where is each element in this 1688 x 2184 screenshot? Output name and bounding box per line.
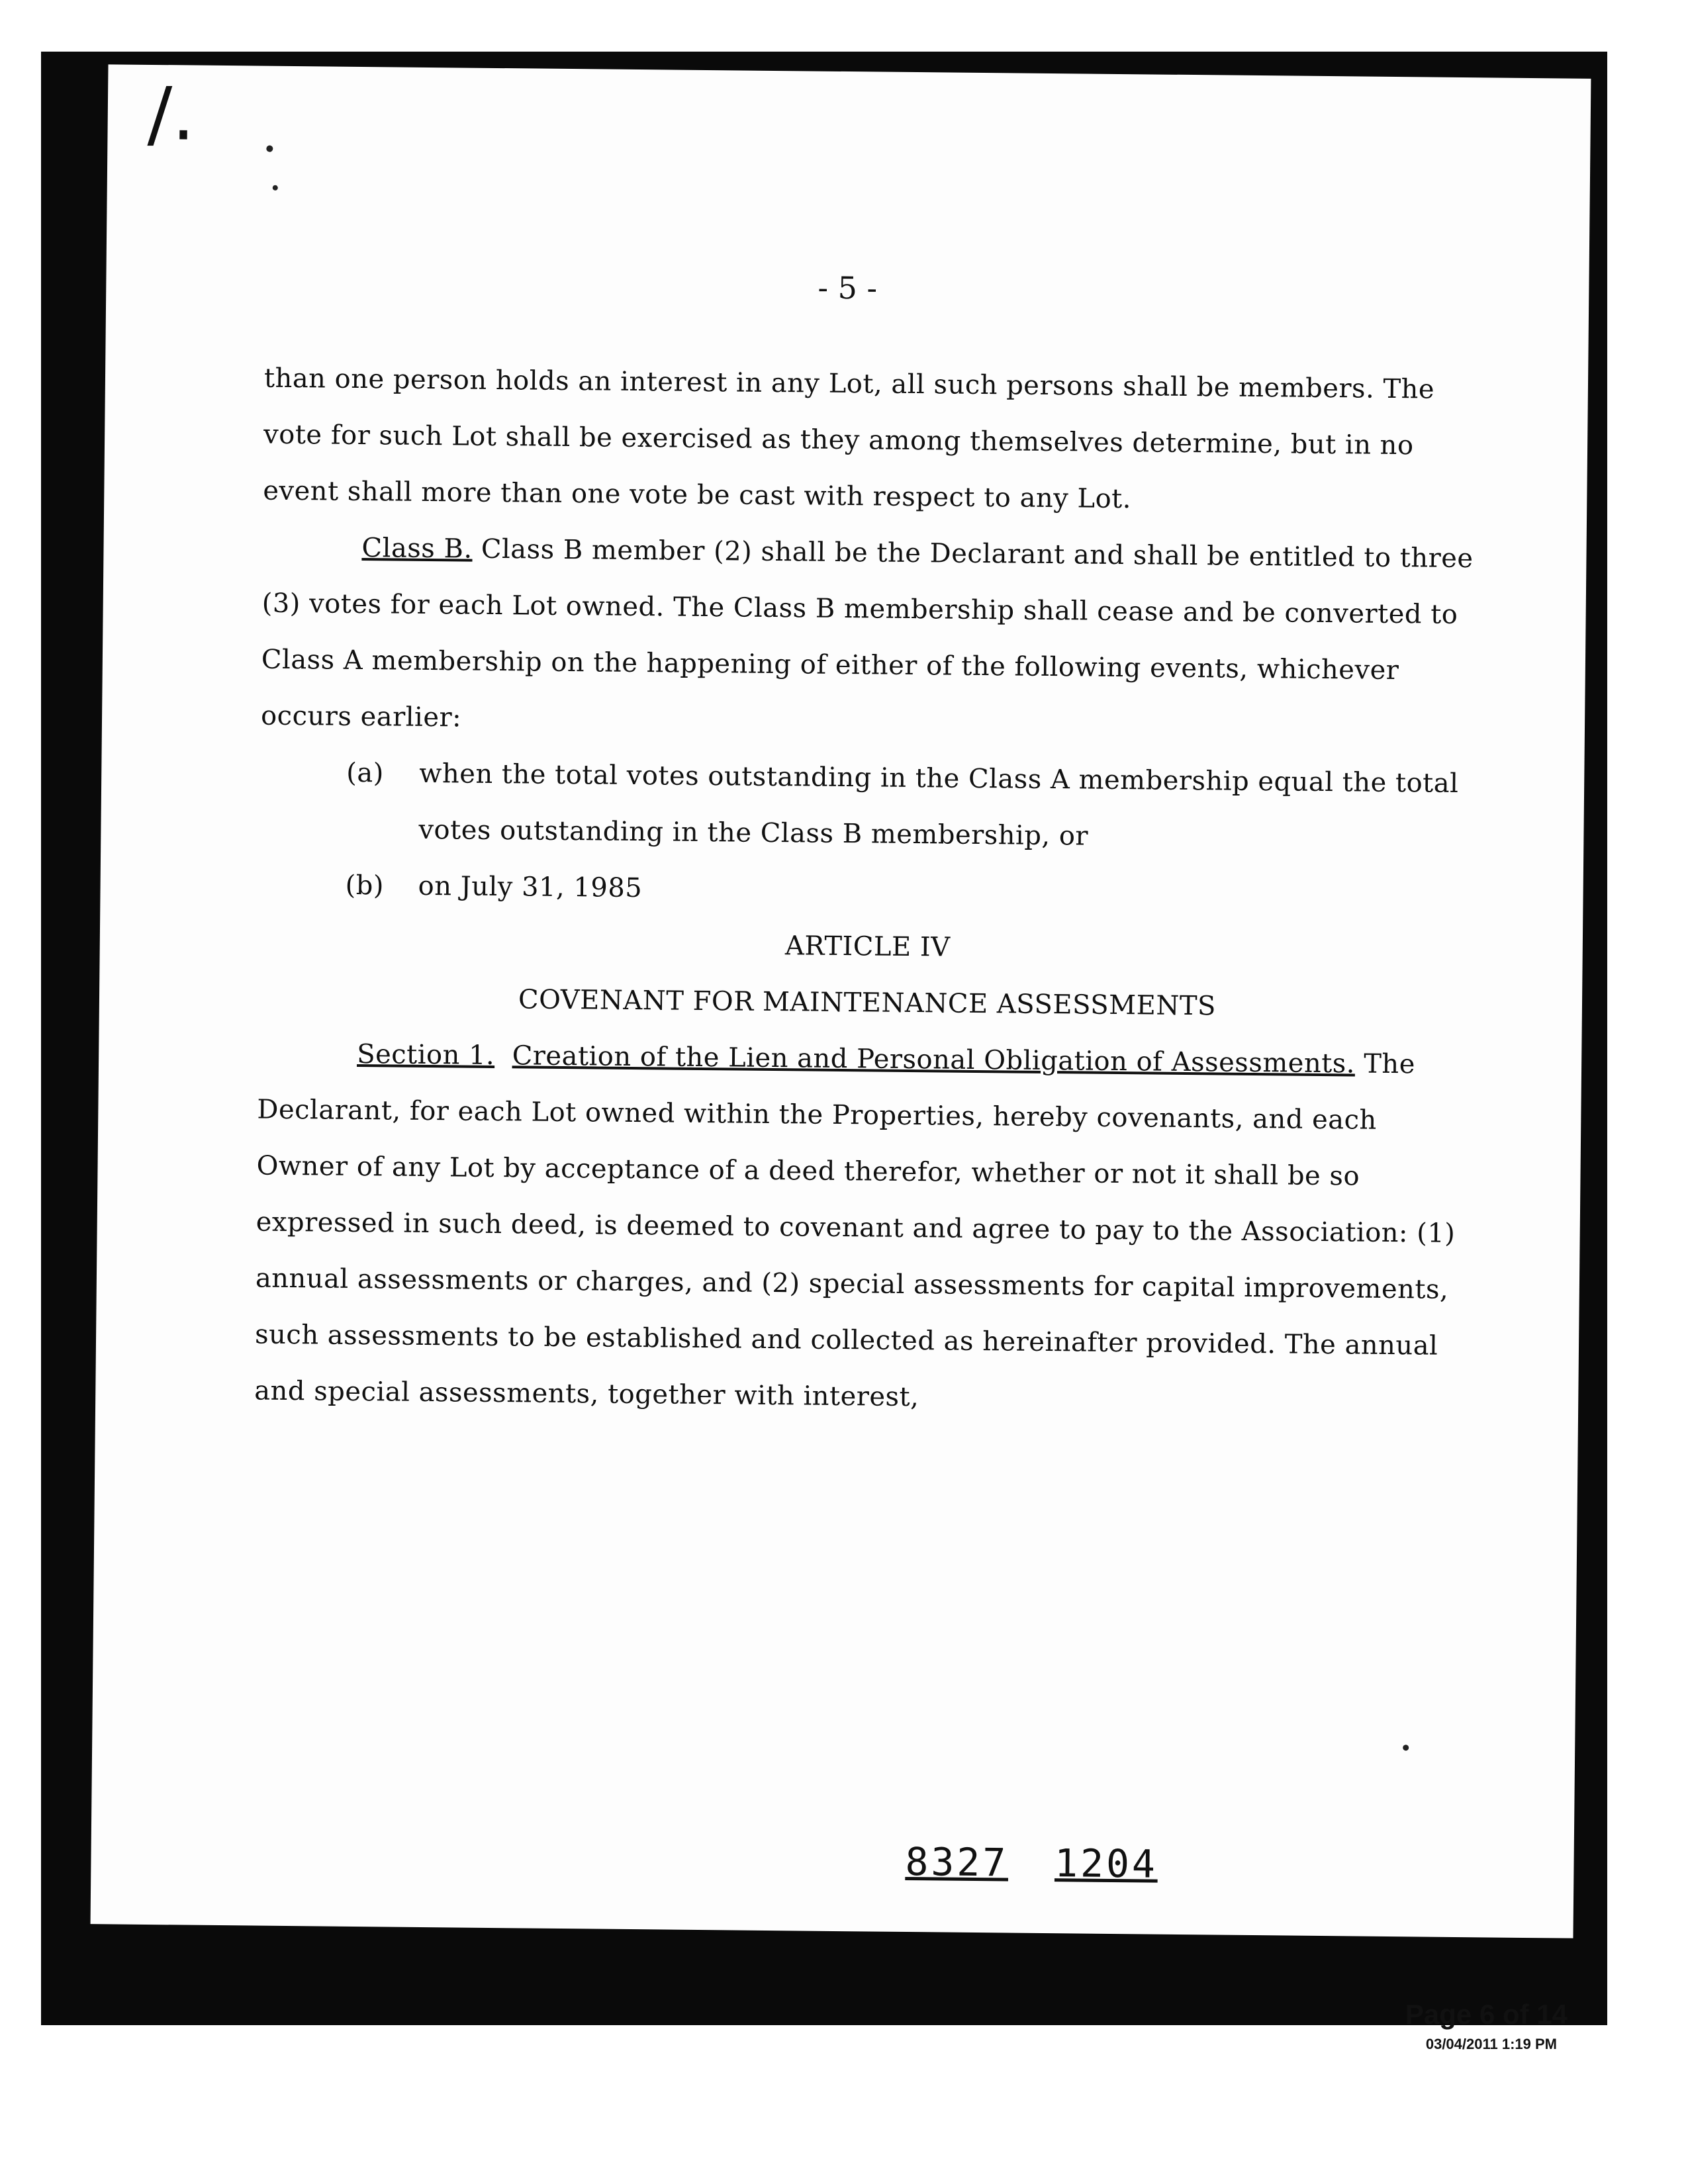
list-item-text: on July 31, 1985 [418,870,643,904]
scan-speck [266,146,273,152]
paragraph-membership: than one person holds an interest in any Lot, all such persons shall be members. The vote for such Lot shall be exercised as they among themselves determine, but in no event shall more than one vote be cast with respect to any Lot. [263,363,1435,515]
recording-number [905,1839,1204,1887]
class-b-heading: Class B. [361,533,473,565]
list-item-label: (b) [345,870,385,901]
page-number: - 5 - [818,269,878,306]
section-1-text: The Declarant, for each Lot owned within the Properties, hereby covenants, and each Owner of any Lot by acceptance of a deed therefor, whether or not it shall be so expressed in such deed, is deemed to covenant and agree to pay to the Association: (1) annual assessments or charges, and (2) special assessments for capital improvements, such assessments to be established and collected as hereinafter provided. The annual and special assessments, together with interest, [254,1048,1456,1413]
list-item [259,745,1479,869]
recording-book: 8327 [905,1839,1009,1886]
corner-mark: /. [147,71,196,157]
article-title: ARTICLE IV [784,931,951,963]
list-item-text: when the total votes outstanding in the Class A membership equal the total votes outstanding in the Class B membership, or [418,758,1459,852]
scan-speck [1403,1745,1409,1751]
paragraph-class-b [261,520,1481,756]
paragraph-section-1 [254,1026,1476,1432]
list-item-label: (a) [346,757,385,789]
footer-page-label: Page 6 of 14 [1405,1999,1568,2030]
list-item [259,857,1477,925]
recording-page: 1204 [1054,1841,1158,1887]
document-page [91,64,1591,1938]
scan-speck [273,185,278,191]
class-b-text: Class B member (2) shall be the Declarant and shall be entitled to three (3) votes for each Lot owned. The Class B membership shall cease and be converted to Class A membership on the happening of either of the following events, whichever occurs earlier: [260,533,1474,733]
document-body [254,351,1482,1432]
section-1-heading: Section 1. [356,1038,495,1071]
footer-timestamp: 03/04/2011 1:19 PM [1425,2036,1557,2052]
section-1-title: Creation of the Lien and Personal Obligation of Assessments. [512,1040,1356,1079]
article-subtitle: COVENANT FOR MAINTENANCE ASSESSMENTS [518,984,1217,1022]
